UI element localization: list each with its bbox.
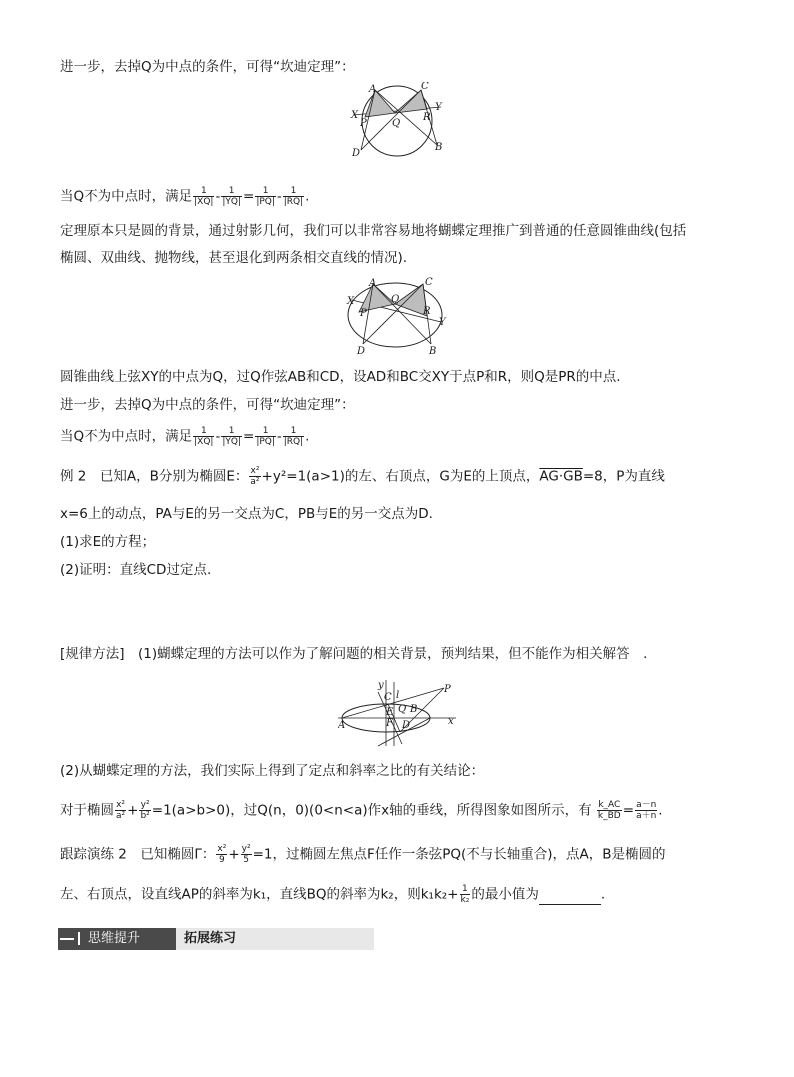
method-paragraph-3: 对于椭圆 $\frac{\text{x²}}{\text{a²}}$ + $\frac{\text{y²}}{\text{b²}}$ =1(a>b>0)，过Q(n，0)(0<n<a)作x轴的垂线，所得图象如图所示，有 $\frac{k\_AC}{k\_BD}$ = $\frac{a-n}{a+n}$ . <box>60 800 663 821</box>
example-2-line-1: 例 2 已知A，B分别为椭圆E： $\frac{\text{x²}}{\text{a²}}$ +y²=1(a>1)的左、右顶点，G为E的上顶点，AG·GB=8，P为直线 <box>60 466 665 487</box>
butterfly-circle-figure-1 <box>345 82 455 164</box>
fig2-label-D: D <box>357 346 366 357</box>
frac-2-xq: $\frac{1}{|XQ|}$ <box>194 426 214 447</box>
frac-kac-kbd: $\frac{k\_AC}{k\_BD}$ <box>597 800 621 821</box>
frac-m3-y2-b2: $\frac{\text{y²}}{\text{b²}}$ <box>140 800 150 821</box>
frac-m3-x2-a2: $\frac{\text{x²}}{\text{a²}}$ <box>116 800 126 821</box>
fig2-label-B: B <box>429 346 437 357</box>
condition-prefix: 当Q不为中点时，满足 <box>60 188 193 205</box>
fig1-label-P: P <box>360 118 367 129</box>
frac-2-yq: $\frac{1}{|YQ|}$ <box>222 426 241 447</box>
paragraph-kandi-intro-1: 进一步，去掉Q为中点的条件，可得“坎迪定理”： <box>60 59 355 75</box>
paragraph-conic-butterfly: 圆锥曲线上弦XY的中点为Q，过Q作弦AB和CD，设AD和BC交XY于点P和R，则Q是PR的中点. <box>60 369 621 385</box>
fig2-label-C: C <box>425 277 433 288</box>
fig3-label-B: B <box>410 704 418 715</box>
answer-blank[interactable] <box>539 892 601 905</box>
banner-dash-icon <box>60 938 74 940</box>
frac-1-pq: $\frac{1}{|PQ|}$ <box>256 186 275 207</box>
fig1-label-Q: Q <box>392 118 401 129</box>
frac-2-rq: $\frac{1}{|RQ|}$ <box>283 426 304 447</box>
fig1-label-X: X <box>351 110 359 121</box>
fig1-label-A: A <box>369 84 377 95</box>
condition-prefix-2: 当Q不为中点时，满足 <box>60 428 193 445</box>
butterfly-ellipse-figure-2 <box>345 276 455 358</box>
frac-x2-a2: $\frac{\text{x²}}{\text{a²}}$ <box>250 466 260 487</box>
frac-1-yq: $\frac{1}{|YQ|}$ <box>222 186 241 207</box>
fig3-label-F: F <box>386 718 393 729</box>
fig2-label-P: P <box>360 308 367 319</box>
paragraph-condition-1: 当Q不为中点时，满足 $\frac{1}{|XQ|}$ - $\frac{1}{|YQ|}$ = $\frac{1}{|PQ|}$ - $\frac{1}{|RQ|}$ . <box>60 186 310 207</box>
fig2-label-A: A <box>369 278 377 289</box>
method-paragraph-2: (2)从蝴蝶定理的方法，我们实际上得到了定点和斜率之比的有关结论： <box>60 763 485 779</box>
fig3-label-E: E <box>386 707 394 718</box>
fig3-label-Q: Q <box>398 704 407 715</box>
fig2-label-Q: Q <box>391 294 400 305</box>
tracking-exercise-line-2: 左、右顶点，设直线AP的斜率为k₁，直线BQ的斜率为k₂，则k₁k₂+ $\frac{1}{\text{k₂}}$ 的最小值为 . <box>60 884 606 905</box>
paragraph-projective-2: 椭圆、双曲线、抛物线，甚至退化到两条相交直线的情况). <box>60 250 408 266</box>
paragraph-condition-2: 当Q不为中点时，满足 $\frac{1}{|XQ|}$ - $\frac{1}{|YQ|}$ = $\frac{1}{|PQ|}$ - $\frac{1}{|RQ|}$ . <box>60 426 310 447</box>
vector-ag-gb: AG·GB <box>539 468 583 485</box>
fig3-label-x: x <box>448 716 454 727</box>
fig2-label-Y: Y <box>439 317 446 328</box>
fig1-label-B: B <box>435 142 443 153</box>
tracking-exercise-line-1: 跟踪演练 2 已知椭圆Γ： $\frac{\text{x²}}{9}$ + $\frac{\text{y²}}{5}$ =1，过椭圆左焦点F任作一条弦PQ(不与长轴重合)，点A，B是椭圆的 <box>60 844 666 865</box>
fig2-label-R: R <box>423 306 431 317</box>
frac-2-pq: $\frac{1}{|PQ|}$ <box>256 426 275 447</box>
banner-dark-tab <box>58 928 176 950</box>
banner-light-label: 拓展练习 <box>184 931 237 946</box>
example-2-question-2: (2)证明：直线CD过定点. <box>60 562 212 578</box>
fig3-label-l: l <box>396 690 400 701</box>
banner-dark-label: 思维提升 <box>88 931 141 946</box>
method-paragraph-1: [规律方法] (1)蝴蝶定理的方法可以作为了解问题的相关背景，预判结果，但不能作为相关解答 . <box>60 646 648 662</box>
frac-x2-9: $\frac{\text{x²}}{9}$ <box>217 844 227 865</box>
frac-y2-5: $\frac{\text{y²}}{5}$ <box>241 844 251 865</box>
section-banner <box>58 928 374 950</box>
fig3-label-y: y <box>378 680 384 691</box>
paragraph-kandi-intro-2: 进一步，去掉Q为中点的条件，可得“坎迪定理”： <box>60 397 355 413</box>
fig1-label-R: R <box>423 112 431 123</box>
example-2-line-2: x=6上的动点，PA与E的另一交点为C，PB与E的另一交点为D. <box>60 506 433 522</box>
example-2-question-1: (1)求E的方程； <box>60 534 156 550</box>
frac-1-k2: $\frac{1}{\text{k₂}}$ <box>460 884 470 905</box>
paragraph-projective-1: 定理原本只是圆的背景，通过射影几何，我们可以非常容易地将蝴蝶定理推广到普通的任意圆锥曲线(包括 <box>60 223 687 239</box>
fig3-label-C: C <box>384 692 392 703</box>
frac-1-rq: $\frac{1}{|RQ|}$ <box>283 186 304 207</box>
fig2-label-X: X <box>347 296 355 307</box>
fig3-label-D: D <box>402 720 411 731</box>
fig3-label-P: P <box>444 684 451 695</box>
fig1-label-D: D <box>352 148 361 159</box>
fig1-label-C: C <box>421 82 429 92</box>
fig1-label-Y: Y <box>435 102 442 113</box>
frac-1-xq: $\frac{1}{|XQ|}$ <box>194 186 214 207</box>
ellipse-axes-figure-3 <box>338 678 458 748</box>
banner-bar-icon <box>78 932 80 945</box>
frac-amn-apn: $\frac{a-n}{a+n}$ <box>636 800 657 821</box>
fig3-label-A: A <box>338 720 346 731</box>
